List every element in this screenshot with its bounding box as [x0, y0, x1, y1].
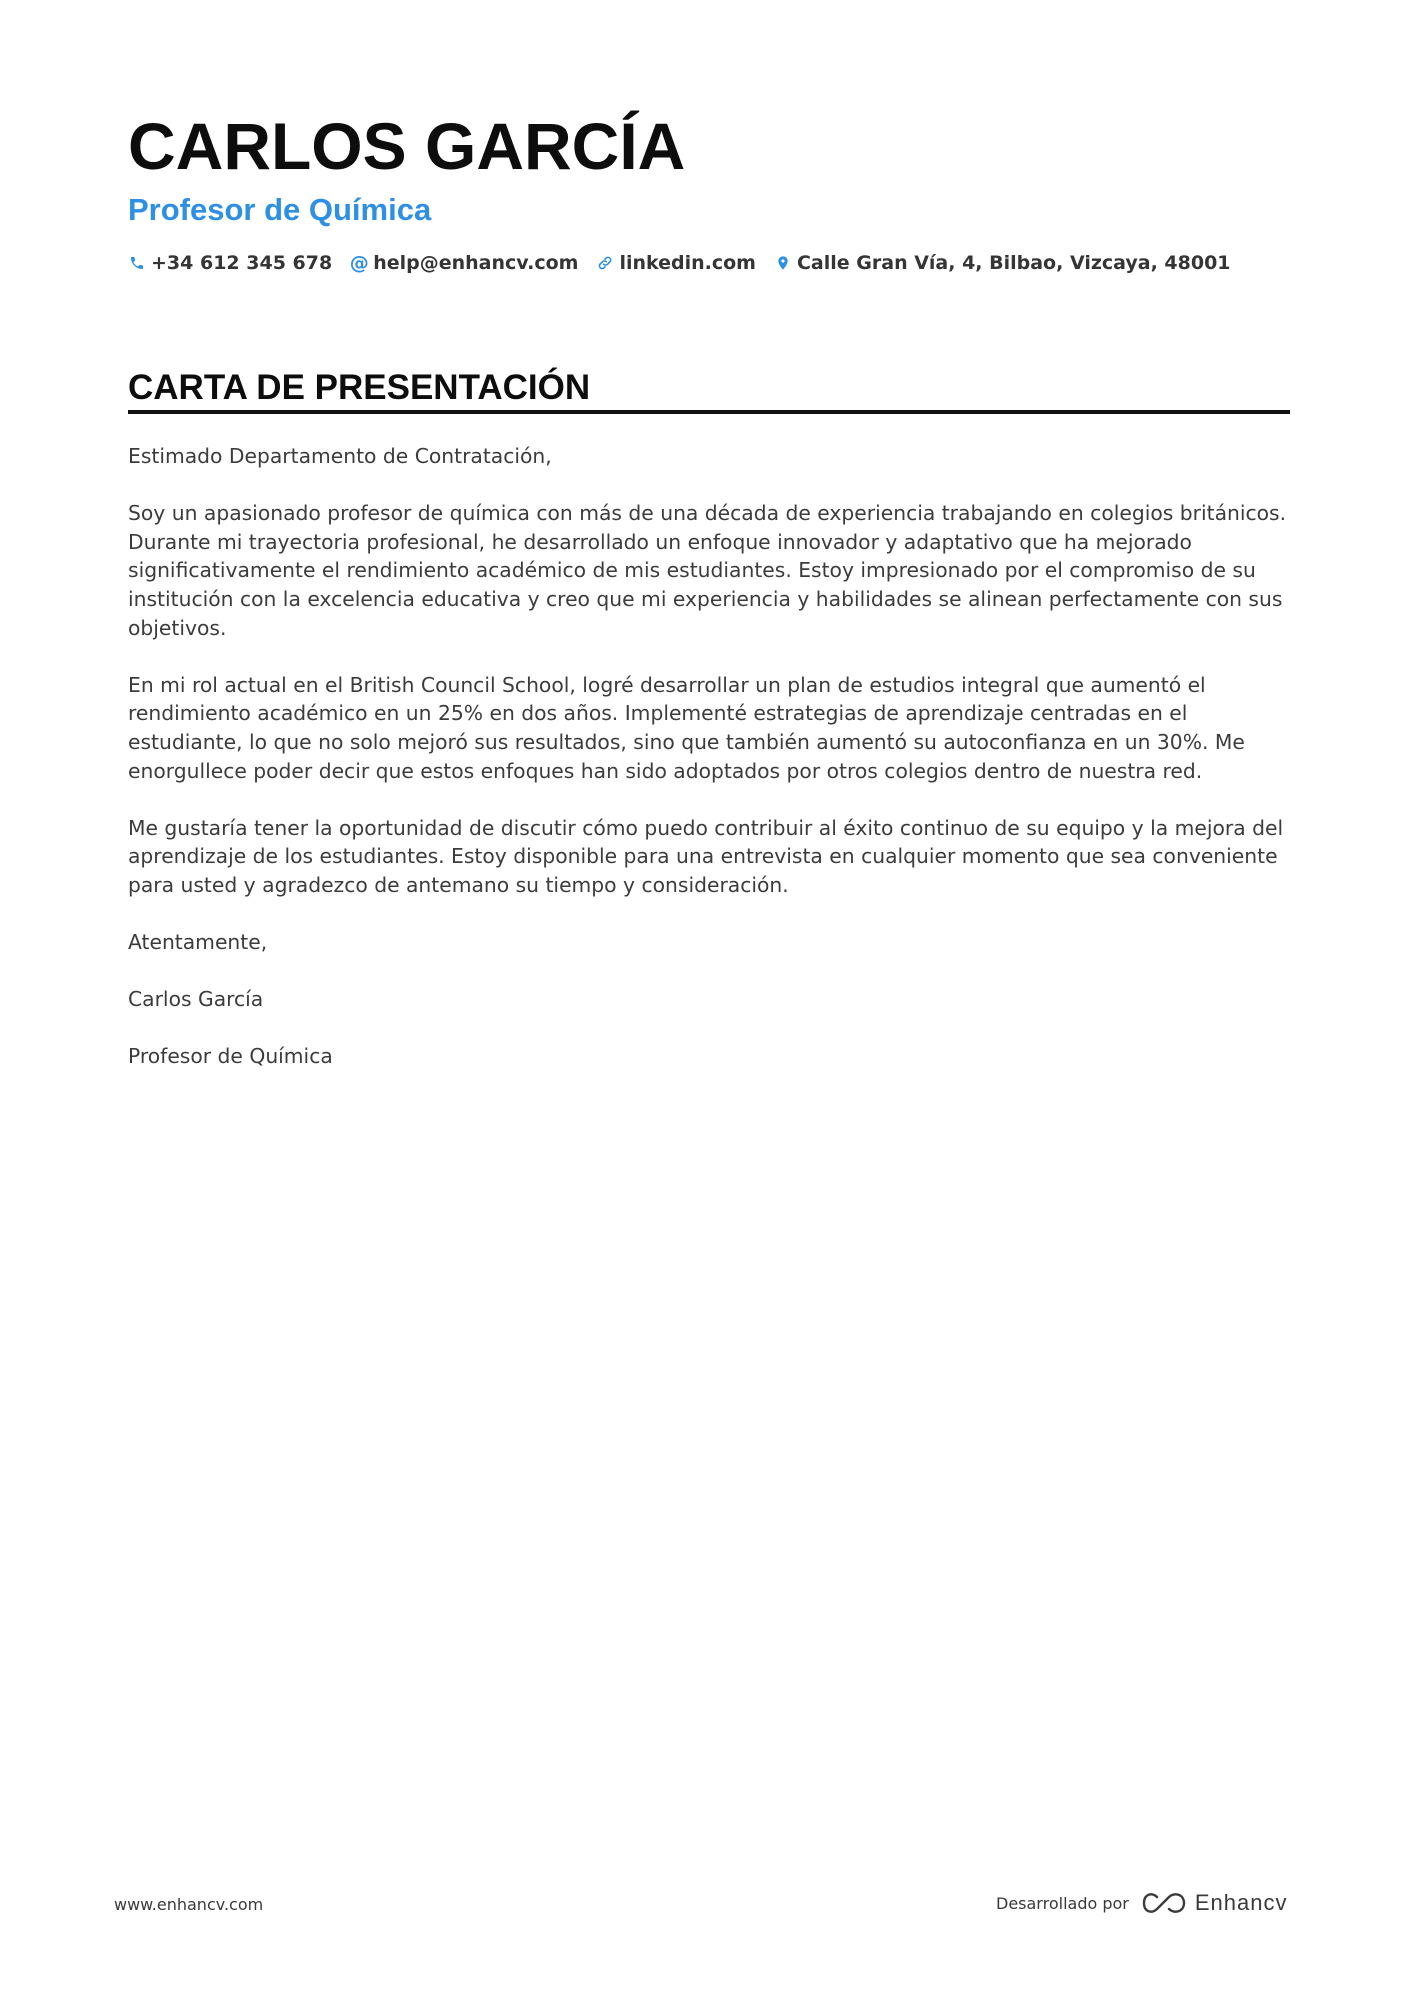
- brand-name: Enhancv: [1194, 1890, 1288, 1915]
- candidate-name: CARLOS GARCÍA: [128, 109, 686, 183]
- link-icon: [596, 253, 614, 273]
- section-divider: [128, 410, 1290, 414]
- contact-email[interactable]: [350, 252, 578, 274]
- letter-closing: Atentamente,: [128, 930, 268, 955]
- contact-address: [774, 252, 1231, 274]
- powered-by-label: Desarrollado por: [996, 1893, 1129, 1913]
- footer-branding[interactable]: [996, 1890, 1288, 1916]
- phone-icon: [128, 253, 146, 273]
- footer-website-link[interactable]: www.enhancv.com: [114, 1895, 264, 1914]
- section-title: CARTA DE PRESENTACIÓN: [128, 368, 591, 407]
- signature-name: Carlos García: [128, 987, 264, 1012]
- letter-paragraph: En mi rol actual en el British Council School, logré desarrollar un plan de estudios integral que aumentó el rendimiento académico en un 25% en dos años. Implementé estrategias de aprendizaje centradas en el estudiante, lo que no solo mejoró sus resultados, sino que también aumentó su autoconfianza en un 30%. Me enorgullece poder decir que estos enfoques han sido adoptados por otros colegios dentro de nuestra red.: [128, 672, 1245, 783]
- contact-phone-text: +34 612 345 678: [151, 252, 333, 274]
- enhancv-logo-icon: [1141, 1890, 1187, 1916]
- contact-address-text: Calle Gran Vía, 4, Bilbao, Vizcaya, 48001: [796, 252, 1231, 274]
- letter-greeting: Estimado Departamento de Contratación,: [128, 444, 552, 468]
- contact-email-text: help@enhancv.com: [373, 252, 579, 274]
- contact-linkedin-text: linkedin.com: [619, 252, 756, 274]
- letter-body: [128, 442, 1298, 1100]
- contact-bar: [128, 252, 1249, 274]
- job-title: Profesor de Química: [128, 192, 432, 227]
- location-pin-icon: [774, 253, 792, 273]
- letter-paragraph: Me gustaría tener la oportunidad de discutir cómo puedo contribuir al éxito continuo de su equipo y la mejora del aprendizaje de los estudiantes. Estoy disponible para una entrevista en cualquier momento que sea conveniente para usted y agradezco de antemano su tiempo y consideración.: [128, 815, 1284, 897]
- contact-linkedin[interactable]: [596, 252, 756, 274]
- signature-title: Profesor de Química: [128, 1044, 333, 1069]
- letter-paragraph: Soy un apasionado profesor de química con más de una década de experiencia trabajando en colegios británicos. Durante mi trayectoria profesional, he desarrollado un enfoque innovador y adaptativo que ha mejorado significativamente el rendimiento académico de mis estudiantes. Estoy impresionado por el compromiso de su institución con la excelencia educativa y creo que mi experiencia y habilidades se alinean perfectamente con sus objetivos.: [128, 501, 1287, 640]
- contact-phone[interactable]: [128, 252, 332, 274]
- at-icon: @: [349, 252, 369, 274]
